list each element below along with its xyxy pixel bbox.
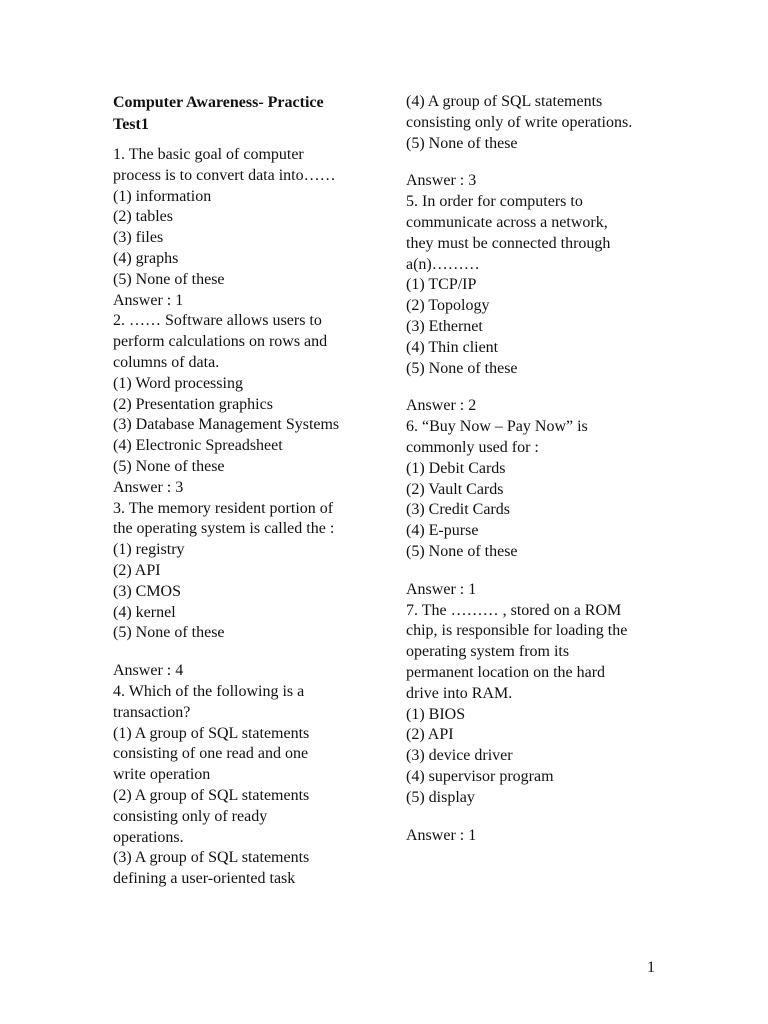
option: (2) tables <box>113 208 173 226</box>
left-column <box>113 92 375 890</box>
answer: Answer : 1 <box>406 826 477 844</box>
question-line: 6. “Buy Now – Pay Now” is <box>406 418 588 436</box>
option-line: write operation <box>113 766 211 784</box>
question-text <box>113 145 375 187</box>
option-line: (3) A group of SQL statements <box>113 849 310 867</box>
option: (1) Debit Cards <box>406 459 506 477</box>
option: (3) files <box>113 229 164 247</box>
option: (4) E-purse <box>406 522 479 540</box>
question-line: 5. In order for computers to <box>406 193 583 211</box>
answer: Answer : 3 <box>113 478 184 496</box>
option: (4) Thin client <box>406 338 499 356</box>
question-text <box>113 682 375 724</box>
option: (1) BIOS <box>406 705 466 723</box>
option: (3) Database Management Systems <box>113 416 340 434</box>
question-text <box>113 311 375 373</box>
question-line: operating system from its <box>406 643 570 661</box>
question-4 <box>113 682 375 890</box>
option: (3) Ethernet <box>406 317 483 335</box>
option: (1) TCP/IP <box>406 276 477 294</box>
option: (4) Electronic Spreadsheet <box>113 437 283 455</box>
option-line: defining a user-oriented task <box>113 870 296 888</box>
option-line: consisting of one read and one <box>113 745 309 763</box>
question-line: commonly used for : <box>406 438 539 456</box>
option: (5) None of these <box>406 359 518 377</box>
option: (5) display <box>406 788 475 806</box>
option: (1) information <box>113 187 212 205</box>
option: (2) API <box>113 561 161 579</box>
option: (3) Credit Cards <box>406 501 510 519</box>
question-line: columns of data. <box>113 353 220 371</box>
question-1 <box>113 145 375 311</box>
option-line: (4) A group of SQL statements <box>406 93 603 110</box>
question-line: process is to convert data into…… <box>113 166 336 184</box>
question-line: communicate across a network, <box>406 213 608 231</box>
answer: Answer : 1 <box>113 291 184 309</box>
answer: Answer : 2 <box>406 397 477 415</box>
question-text <box>406 417 668 459</box>
question-5 <box>406 192 668 417</box>
question-4-continued <box>406 92 668 192</box>
option-line: consisting only of ready <box>113 807 268 825</box>
option: (5) None of these <box>113 270 225 288</box>
question-line: transaction? <box>113 703 191 721</box>
option-line: (2) A group of SQL statements <box>113 786 310 804</box>
question-text <box>113 499 375 541</box>
option: (5) None of these <box>113 457 225 475</box>
answer: Answer : 3 <box>406 172 477 190</box>
option: (2) Topology <box>406 297 490 315</box>
question-line: 2. …… Software allows users to <box>113 312 322 330</box>
option-line: (1) A group of SQL statements <box>113 724 310 742</box>
question-line: 4. Which of the following is a <box>113 682 305 700</box>
option-line: (5) None of these <box>406 134 518 152</box>
question-text <box>406 192 668 275</box>
question-text <box>406 601 668 705</box>
option-line: operations. <box>113 828 184 846</box>
question-line: 7. The ……… , stored on a ROM <box>406 601 622 619</box>
spacer <box>113 644 375 661</box>
right-column <box>406 92 668 846</box>
option: (5) None of these <box>406 542 518 560</box>
question-line: 1. The basic goal of computer <box>113 146 304 163</box>
question-line: perform calculations on rows and <box>113 333 328 351</box>
answer: Answer : 1 <box>406 580 477 598</box>
spacer <box>406 379 668 396</box>
option: (3) device driver <box>406 747 513 765</box>
option-line: consisting only of write operations. <box>406 113 633 131</box>
question-line: they must be connected through <box>406 234 611 252</box>
option: (1) Word processing <box>113 374 243 392</box>
question-line: permanent location on the hard <box>406 663 606 681</box>
option: (1) registry <box>113 541 185 559</box>
spacer <box>406 154 668 171</box>
spacer <box>406 809 668 826</box>
question-line: drive into RAM. <box>406 684 513 702</box>
option: (4) supervisor program <box>406 767 554 785</box>
question-3 <box>113 499 375 682</box>
spacer <box>406 563 668 580</box>
question-6 <box>406 417 668 600</box>
option: (2) Presentation graphics <box>113 395 273 413</box>
option: (3) CMOS <box>113 582 182 600</box>
title-line: Computer Awareness- Practice <box>113 94 324 111</box>
title-line: Test1 <box>113 115 149 133</box>
option: (4) graphs <box>113 249 179 267</box>
option: (2) Vault Cards <box>406 480 504 498</box>
question-line: chip, is responsible for loading the <box>406 622 628 640</box>
option: (2) API <box>406 726 454 744</box>
page-number: 1 <box>647 959 655 976</box>
question-2 <box>113 311 375 498</box>
option: (5) None of these <box>113 624 225 642</box>
document-title <box>113 92 375 135</box>
question-line: a(n)……… <box>406 255 480 273</box>
option: (4) kernel <box>113 603 176 621</box>
answer: Answer : 4 <box>113 662 184 680</box>
question-line: the operating system is called the : <box>113 520 335 538</box>
question-line: 3. The memory resident portion of <box>113 499 334 517</box>
question-7 <box>406 601 668 847</box>
